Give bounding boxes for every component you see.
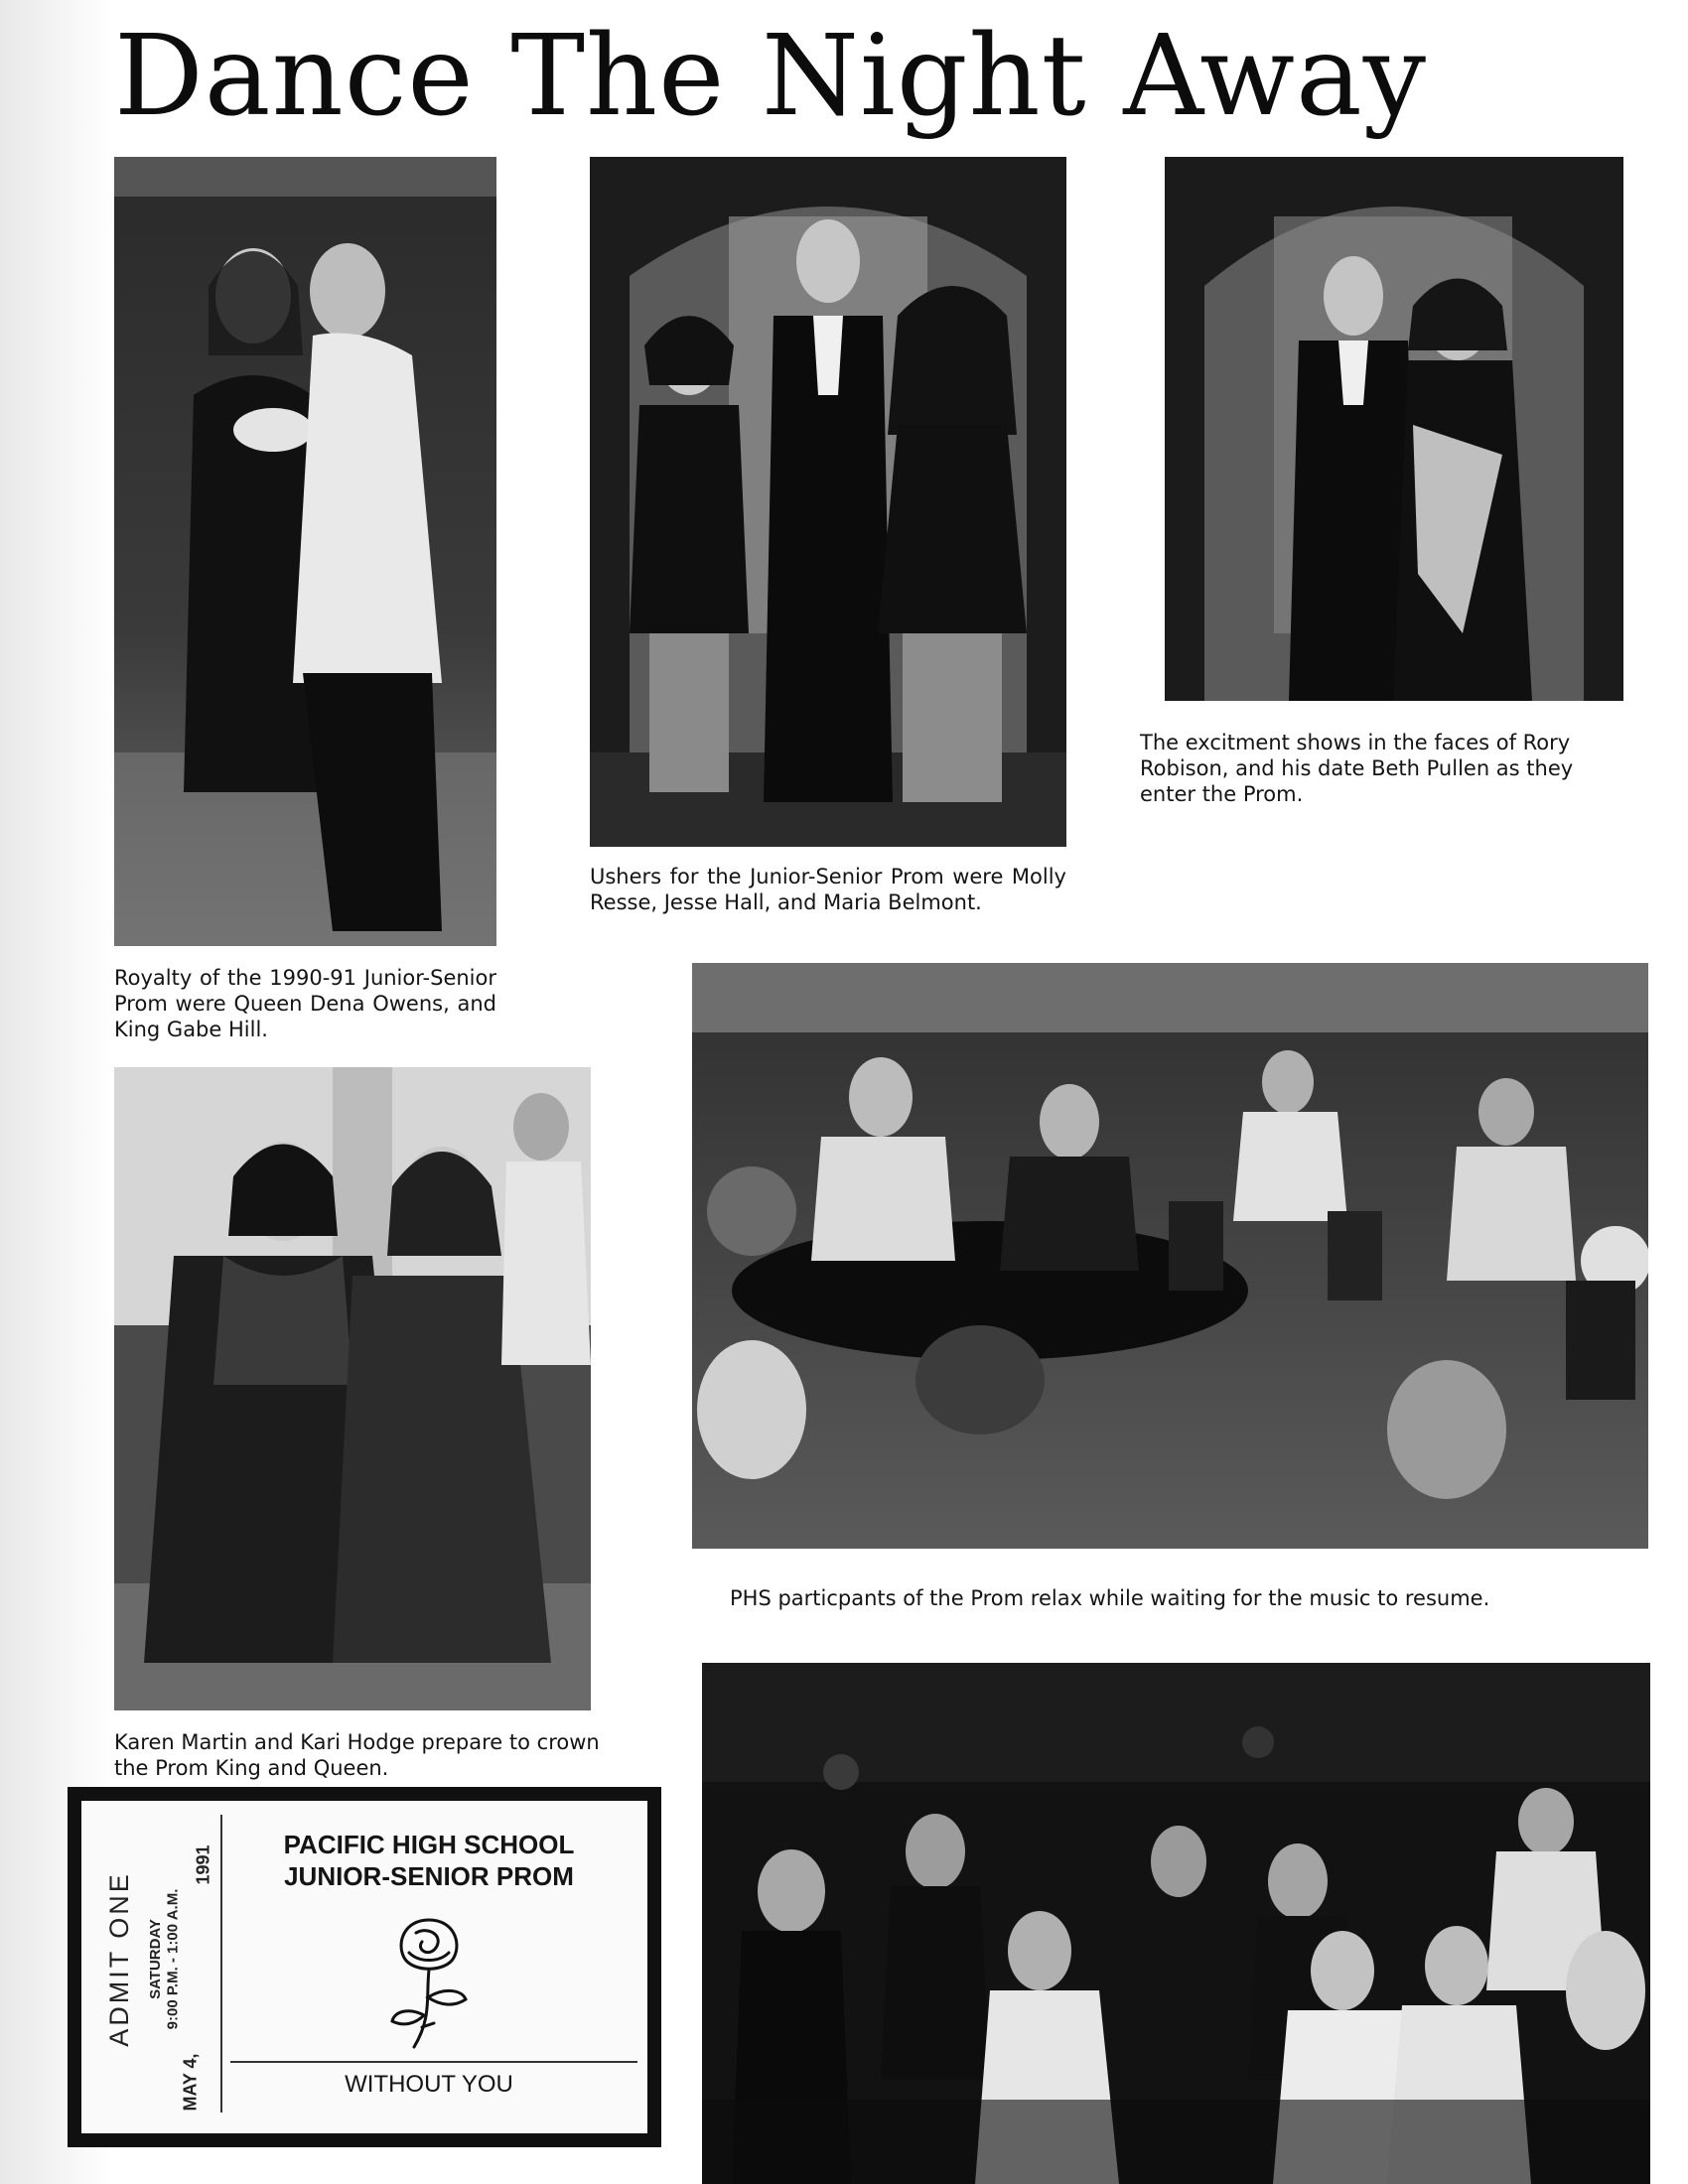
caption-crowners: Karen Martin and Kari Hodge prepare to crown the Prom King and Queen. (114, 1730, 600, 1780)
photo-royalty (114, 157, 496, 946)
caption-ushers: Ushers for the Junior-Senior Prom were Molly Resse, Jesse Hall, and Maria Belmont. (590, 865, 1066, 914)
ticket-admit-text: ADMIT ONE (103, 1870, 134, 2047)
ticket-body (81, 1801, 647, 2133)
photo-entrance (1165, 157, 1623, 701)
ticket-school-line1: PACIFIC HIGH SCHOOL (283, 1830, 575, 1859)
ticket-day: SATURDAY (146, 1918, 164, 1999)
ticket-date: MAY 4, (180, 2053, 201, 2112)
photo-relax (692, 963, 1648, 1549)
page-title: Dance The Night Away (114, 12, 1428, 141)
caption-entrance: The excitment shows in the faces of Rory Robison, and his date Beth Pullen as they enter the Prom. (1140, 731, 1574, 806)
caption-royalty: Royalty of the 1990-91 Junior-Senior Prom were Queen Dena Owens, and King Gabe Hill. (114, 966, 496, 1041)
rose-icon (374, 1908, 484, 2057)
ticket-divider-vertical (220, 1815, 222, 2113)
ticket-school (230, 1829, 628, 1892)
photo-crowners (114, 1067, 591, 1710)
ticket-theme: WITHOUT YOU (345, 2071, 513, 2098)
ticket-divider-horizontal (230, 2061, 637, 2063)
ticket-school-line2: JUNIOR-SENIOR PROM (284, 1861, 574, 1891)
ticket-time: 9:00 P.M. - 1:00 A.M. (164, 1888, 182, 2029)
prom-ticket (68, 1787, 661, 2147)
photo-ushers (590, 157, 1066, 847)
photo-crowd (702, 1663, 1650, 2184)
ticket-admit (95, 1815, 143, 2103)
caption-relax: PHS particpants of the Prom relax while waiting for the music to resume. (730, 1586, 1490, 1610)
ticket-year: 1991 (193, 1843, 213, 1885)
ticket-year-block (191, 1815, 216, 1914)
